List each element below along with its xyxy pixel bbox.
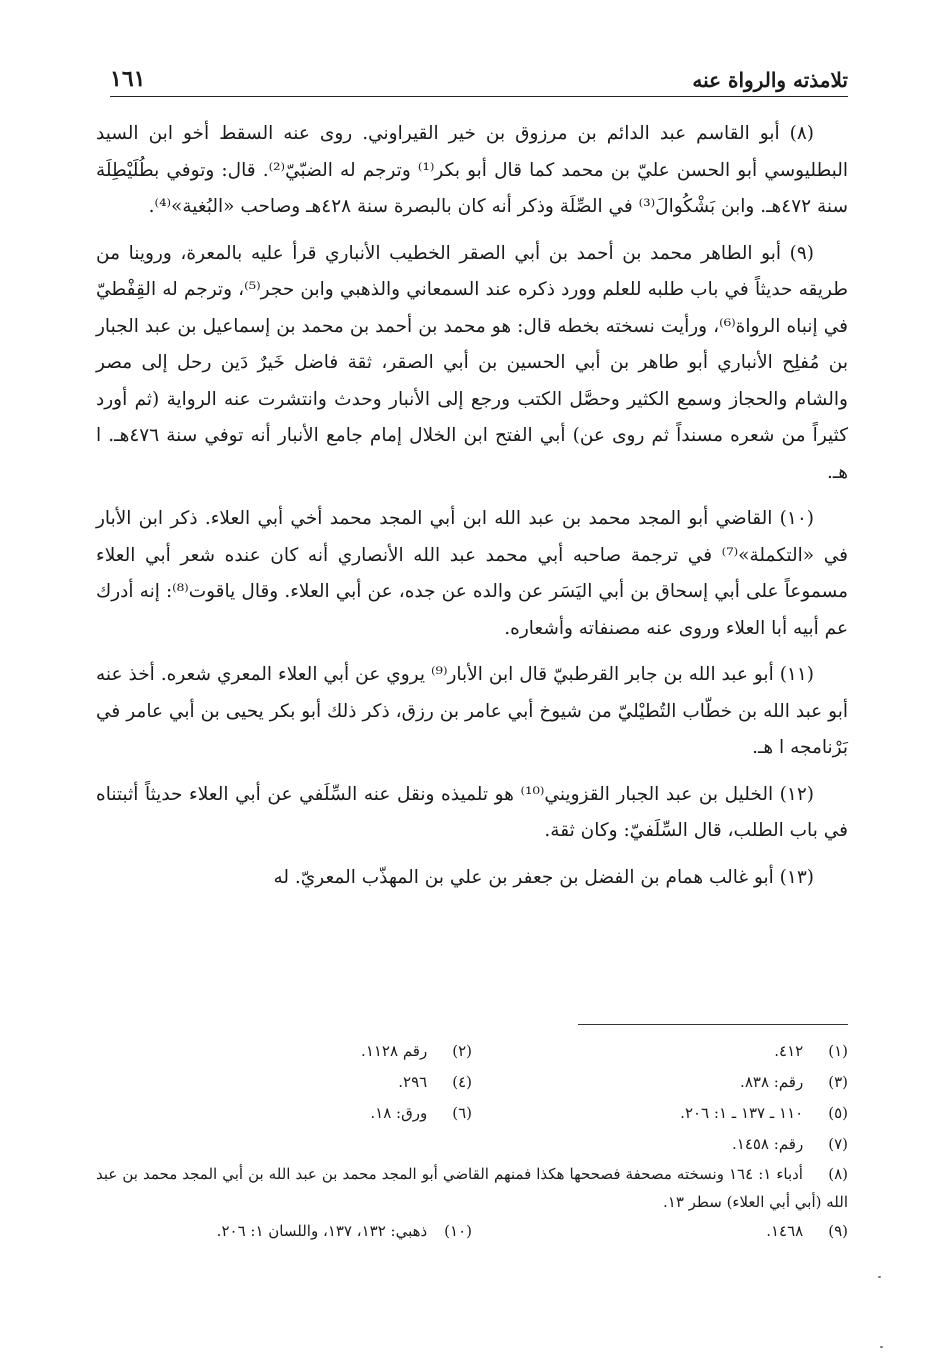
footnote-row [96, 1216, 848, 1247]
body-text [96, 116, 848, 906]
entry-9: (٩) أبو الطاهر محمد بن أحمد بن أبي الصقر الخطيب الأنباري قرأ عليه بالمعرة، وروينا من طريقه حديثاً في باب طلبه للعلم وورد ذكره عند السمعاني والذهبي وابن حجر⁽⁵⁾، وترجم له القِفْطيّ في إنباه الرواة⁽⁶⁾، ورأيت نسخته بخطه قال: هو محمد بن أحمد بن محمد بن إسماعيل بن عبد الجبار بن مُفلِح الأنباري أبو طاهر بن أبي الحسين بن أبي الصقر، ثقة فاضل خَيرٌ دَين رحل إلى مصر والشام والحجاز وسمع الكثير وحصَّل الكتب ورجع إلى الأنبار وحدث وانتشرت عنه الرواية (ثم أورد كثيراً من شعره مسنداً ثم روى عن) أبي الفتح ابن الخلال إمام جامع الأنبار أنه توفي سنة ٤٧٦هـ. ا هـ. [96, 242, 848, 483]
footnote-10 [96, 1216, 472, 1247]
scan-speck [880, 1346, 883, 1348]
footnote-number: (٥) [828, 1104, 848, 1122]
footnote-5 [472, 1098, 848, 1129]
footnote-number: (٢) [452, 1042, 472, 1060]
footnote-row [96, 1098, 848, 1129]
page-header [110, 58, 848, 92]
entry-10: (١٠) القاضي أبو المجد محمد بن عبد الله ابن أبي المجد محمد أخي أبي العلاء. ذكر ابن الأبار في «التكملة»⁽⁷⁾ في ترجمة صاحبه أبي محمد عبد الله الأنصاري أنه كان عنده شعر أبي العلاء مسموعاً على أبي إسحاق بن أبي اليَسَر عن والده عن جده، عن أبي العلاء. وقال ياقوت⁽⁸⁾: إنه أدرك عم أبيه أبا العلاء وروى عنه مصنفاته وأشعاره. [96, 508, 849, 639]
footnotes [96, 1036, 848, 1247]
footnote-text: ٤١٢. [774, 1042, 804, 1060]
footnote-text: ١١٠ ـ ١٣٧ ـ ١: ٢٠٦. [680, 1104, 804, 1122]
footnote-text: ورق: ١٨. [370, 1104, 428, 1122]
footnote-2 [96, 1036, 472, 1067]
footnote-3 [472, 1067, 848, 1098]
footnote-text: رقم ١١٢٨. [361, 1042, 428, 1060]
footnote-number: (٤) [452, 1073, 472, 1091]
footnote-number: (١٠) [444, 1222, 472, 1240]
footnote-number: (٩) [828, 1222, 848, 1240]
footnote-9 [472, 1216, 848, 1247]
footnote-4 [96, 1067, 472, 1098]
footnote-text: ذهبي: ١٣٢، ١٣٧، واللسان ١: ٢٠٦. [216, 1222, 428, 1240]
footnote-text: ١٤٦٨. [766, 1222, 804, 1240]
footnote-number: (٧) [828, 1135, 848, 1153]
footnote-row [96, 1160, 848, 1216]
entry-13: (١٣) أبو غالب همام بن الفضل بن جعفر بن علي بن المهذّب المعريّ. له [273, 866, 814, 888]
running-title: تلامذته والرواة عنه [692, 68, 848, 92]
footnote-text: ٢٩٦. [398, 1073, 428, 1091]
footnote-rule [578, 1024, 848, 1025]
page-number: ١٦١ [110, 66, 146, 92]
footnote-number: (٦) [452, 1104, 472, 1122]
footnote-7 [96, 1129, 848, 1160]
footnote-6 [96, 1098, 472, 1129]
footnote-number: (١) [828, 1042, 848, 1060]
footnote-row [96, 1036, 848, 1067]
scan-speck [878, 1276, 881, 1278]
footnote-row [96, 1067, 848, 1098]
footnote-row [96, 1129, 848, 1160]
footnote-8 [96, 1160, 848, 1216]
header-rule [110, 96, 848, 97]
entry-11: (١١) أبو عبد الله بن جابر القرطبيّ قال ابن الأبار⁽⁹⁾ يروي عن أبي العلاء المعري شعره. أخذ عنه أبو عبد الله بن خطّاب التُطيْليّ من شيوخ أبي عامر بن رزق، ذكر ذلك أبو بكر يحيى بن أبي عامر في بَرْنامجه ا هـ. [96, 664, 848, 758]
footnote-text: رقم: ١٤٥٨. [731, 1135, 804, 1153]
footnote-number: (٣) [828, 1073, 848, 1091]
footnote-text: أدباء ١: ١٦٤ ونسخته مصحفة فصححها هكذا فمنهم القاضي أبو المجد محمد بن عبد الله بن أبي المجد محمد بن عبد الله (أبي أبي العلاء) سطر ١٣. [96, 1165, 848, 1211]
entry-12: (١٢) الخليل بن عبد الجبار القزويني⁽¹⁰⁾ هو تلميذه ونقل عنه السِّلَفي عن أبي العلاء حديثاً أثبتناه في باب الطلب، قال السِّلَفيّ: وكان ثقة. [96, 783, 848, 841]
footnote-text: رقم: ٨٣٨. [740, 1073, 804, 1091]
footnote-1 [472, 1036, 848, 1067]
footnote-number: (٨) [828, 1165, 849, 1183]
entry-8: (٨) أبو القاسم عبد الدائم بن مرزوق بن خير القيراوني. روى عنه السقط أخو ابن السيد البطليوسي أبو الحسن عليّ بن محمد كما قال أبو بكر⁽¹⁾ وترجم له الضبّيّ⁽²⁾. قال: وتوفي بطُلَيْطِلَة سنة ٤٧٢هـ. وابن بَشْكُوالَ⁽³⁾ في الصِّلَة وذكر أنه كان بالبصرة سنة ٤٢٨هـ وصاحب «البُغية»⁽⁴⁾. [96, 123, 848, 217]
